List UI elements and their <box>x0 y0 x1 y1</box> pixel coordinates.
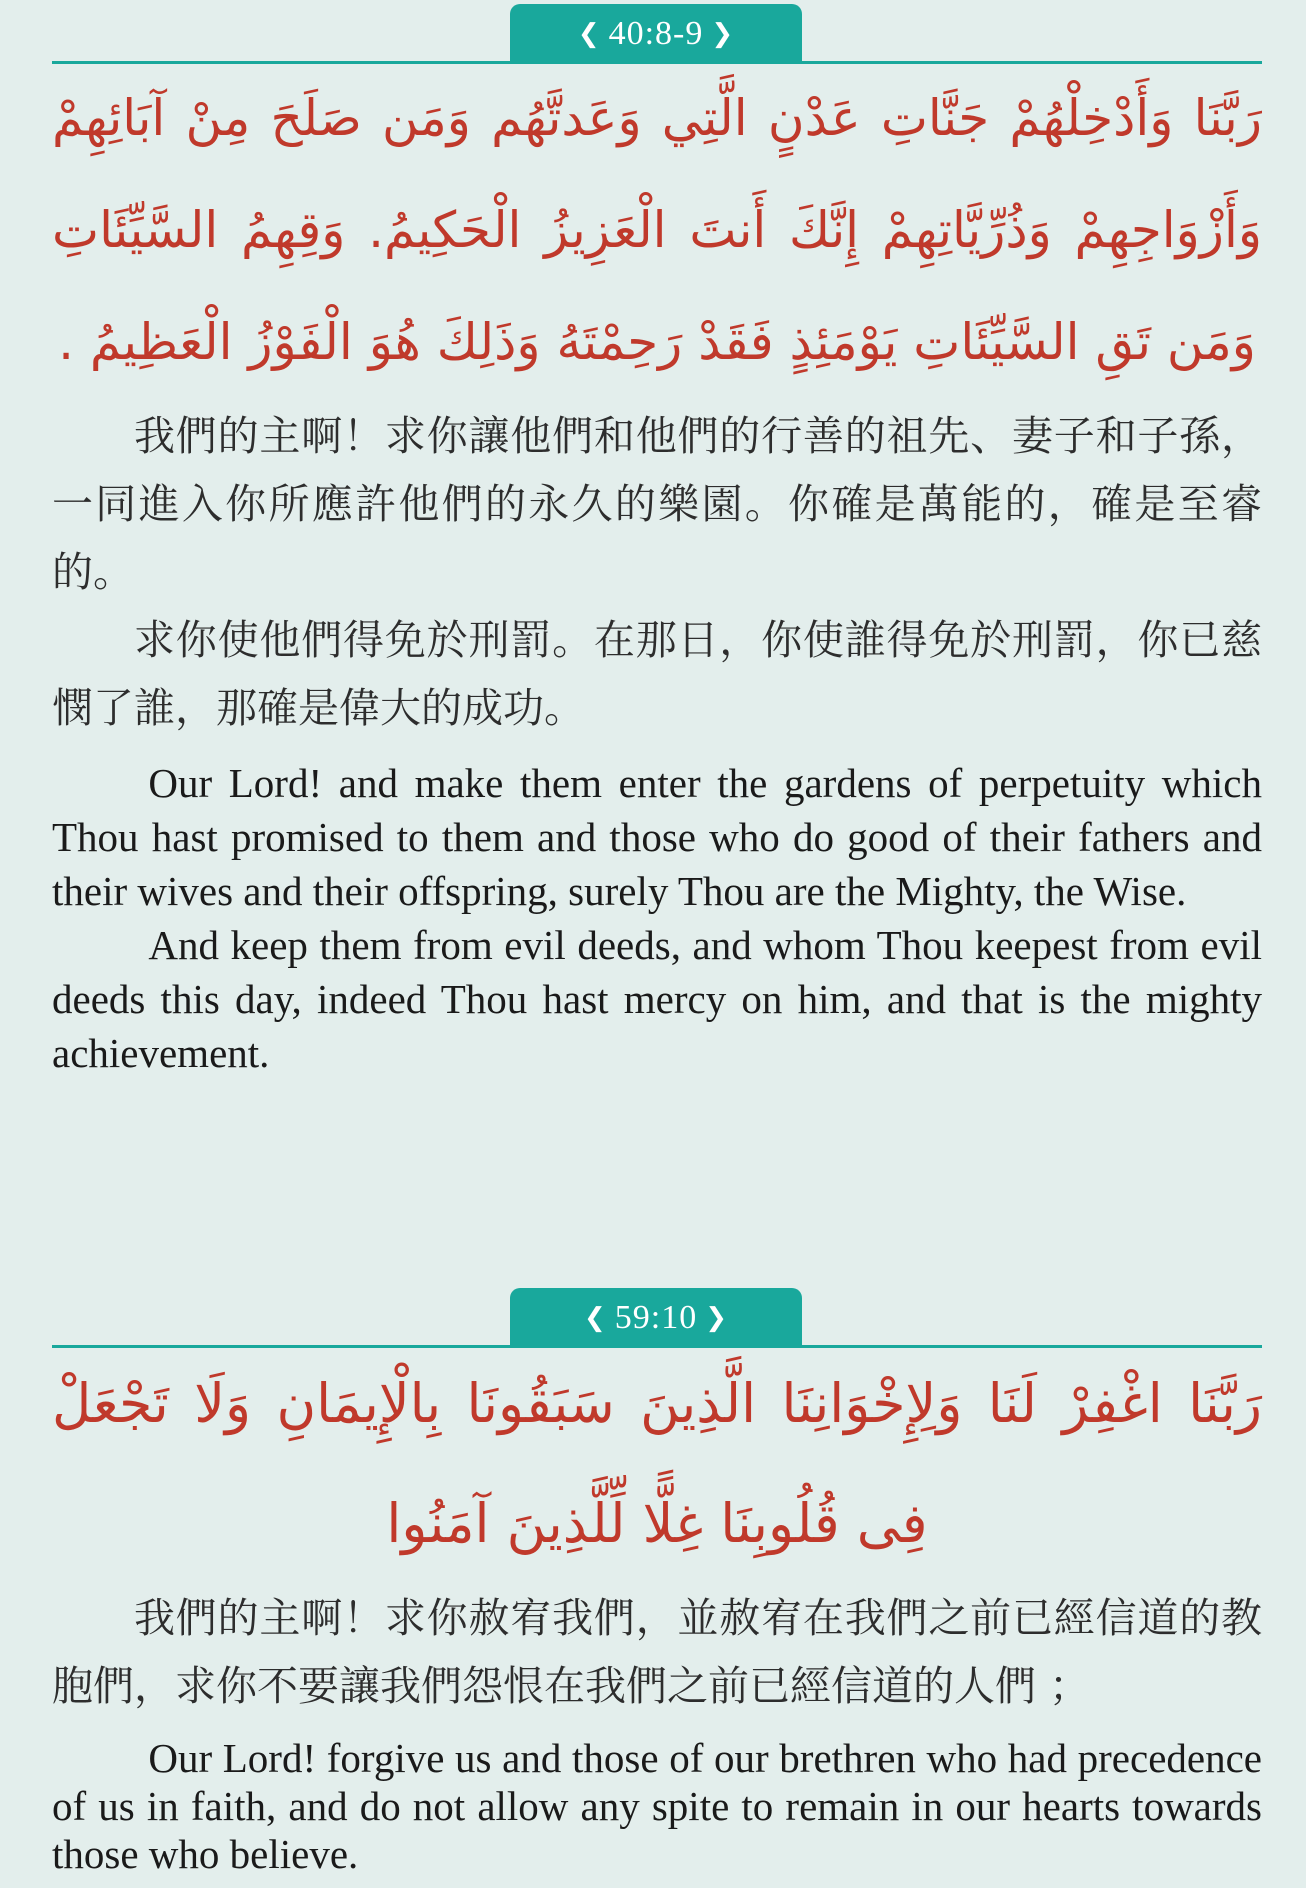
verse-reference-bar <box>52 4 1262 64</box>
english-translation <box>52 756 1262 1080</box>
ornament-right-icon: ❯ <box>711 19 735 49</box>
verse-reference: 40:8-9 <box>608 15 704 52</box>
english-paragraph: Our Lord! forgive us and those of our brethren who had precedence of us in faith, and do not allow any spite to remain in our hearts towards those who believe. <box>52 1735 1262 1877</box>
ornament-right-icon: ❯ <box>705 1303 729 1333</box>
english-translation <box>52 1734 1262 1878</box>
arabic-verse: رَبَّنَا وَأَدْخِلْهُمْ جَنَّاتِ عَدْنٍ الَّتِي وَعَدتَّهُم وَمَن صَلَحَ مِنْ آبَائِهِمْ وَأَزْوَاجِهِمْ وَذُرِّيَّاتِهِمْ إِنَّكَ أَنتَ الْعَزِيزُ الْحَكِيمُ. وَقِهِمُ السَّيِّئَاتِ وَمَن تَقِ السَّيِّئَاتِ يَوْمَئِذٍ فَقَدْ رَحِمْتَهُ وَذَلِكَ هُوَ الْفَوْزُ الْعَظِيمُ . <box>52 89 1262 371</box>
verse-section-40-8-9 <box>52 4 1262 1080</box>
chinese-translation <box>52 1584 1262 1720</box>
arabic-verse: رَبَّنَا اغْفِرْ لَنَا وَلِإِخْوَانِنَا الَّذِينَ سَبَقُونَا بِالْإِيمَانِ وَلَا تَجْعَلْ فِى قُلُوبِنَا غِلًّا لِّلَّذِينَ آمَنُوا <box>52 1372 1262 1555</box>
ornament-left-icon: ❮ <box>577 19 601 49</box>
verse-reference: 59:10 <box>614 1299 698 1336</box>
verse-reference-tab <box>510 1288 802 1348</box>
chinese-paragraph: 我們的主啊！求你赦宥我們，並赦宥在我們之前已經信道的教胞們，求你不要讓我們怨恨在我們之前已經信道的人們 ； <box>52 1594 1262 1710</box>
verse-reference-bar <box>52 1288 1262 1348</box>
chinese-paragraph: 我們的主啊！求你讓他們和他們的行善的祖先、妻子和子孫，一同進入你所應許他們的永久的樂園。你確是萬能的，確是至睿的。 <box>52 412 1262 596</box>
chinese-paragraph: 求你使他們得免於刑罰。在那日，你使誰得免於刑罰，你已慈憫了誰，那確是偉大的成功。 <box>52 616 1262 732</box>
ornament-left-icon: ❮ <box>583 1303 607 1333</box>
english-paragraph: Our Lord! and make them enter the gardens of perpetuity which Thou hast promised to them and those who do good of their fathers and their wives and their offspring, surely Thou are the Mighty, the Wise. <box>52 760 1262 914</box>
verse-section-59-10 <box>52 1288 1262 1878</box>
english-paragraph: And keep them from evil deeds, and whom Thou keepest from evil deeds this day, indeed Thou hast mercy on him, and that is the mighty achievement. <box>52 922 1262 1076</box>
chinese-translation <box>52 402 1262 742</box>
verse-reference-tab <box>510 4 802 64</box>
